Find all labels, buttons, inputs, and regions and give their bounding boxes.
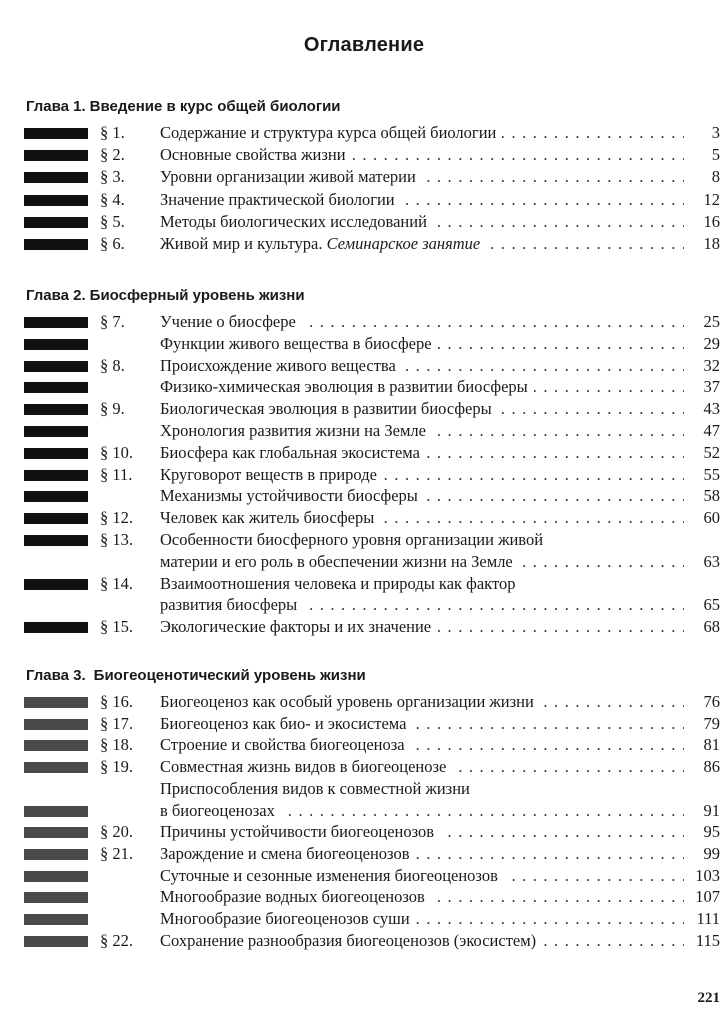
entry-text: Содержание и структура курса общей биологии (160, 123, 497, 142)
toc-entry (0, 485, 728, 507)
entry-title (160, 507, 684, 529)
toc-entry (0, 376, 728, 398)
page-ref: 32 (703, 355, 720, 375)
section-number: § 14. (100, 573, 133, 593)
entry-text-italic: Семинарское занятие (326, 234, 481, 253)
page-ref: 18 (703, 234, 720, 253)
entry-title (160, 800, 684, 822)
entry-text: Многообразие биогеоценозов суши (160, 909, 410, 928)
entry-text: Взаимоотношения человека и природы как фактор (160, 573, 516, 593)
entry-title (160, 122, 684, 144)
toc-entry (0, 843, 728, 865)
redaction-bar (24, 579, 88, 590)
entry-text: Человек как житель биосферы (160, 508, 375, 528)
toc-entry (0, 800, 728, 822)
redaction-bar (24, 317, 88, 328)
entry-text: Сохранение разнообразия биогеоценозов (экосистем) (160, 930, 537, 950)
entry-text: Строение и свойства биогеоценоза (160, 735, 405, 755)
toc-entry (0, 594, 728, 616)
entry-text: материи и его роль в обеспечении жизни на Земле (160, 551, 513, 571)
entry-text: Живой мир и культура. (160, 234, 323, 253)
redaction-bar (24, 871, 88, 882)
redaction-bar (24, 339, 88, 350)
page-ref: 3 (711, 123, 720, 142)
entry-title (160, 886, 684, 908)
entry-text: Значение практической биологии (160, 189, 395, 209)
entry-title (160, 756, 684, 778)
redaction-bar (24, 719, 88, 730)
page-ref: 12 (703, 189, 720, 209)
redaction-bar (24, 535, 88, 546)
entry-title (160, 778, 684, 800)
toc-entry (0, 865, 728, 887)
toc-entry (0, 886, 728, 908)
chapter-label: Глава 3. (26, 667, 86, 684)
toc-entry (0, 756, 728, 778)
toc-entry (0, 821, 728, 843)
toc-entry (0, 691, 728, 713)
entry-text: Основные свойства жизни (160, 145, 346, 165)
entry-title (160, 211, 684, 233)
page-ref: 8 (711, 167, 720, 187)
entry-title (160, 908, 684, 930)
toc-entry (0, 398, 728, 420)
entry-title (160, 821, 684, 843)
entry-title (160, 398, 684, 420)
section-number: § 4. (100, 189, 125, 209)
redaction-bar (24, 172, 88, 183)
redaction-bar (24, 622, 88, 633)
redaction-bar (24, 382, 88, 393)
page-ref: 29 (703, 333, 720, 353)
page-ref: 115 (695, 930, 720, 950)
entry-text: Суточные и сезонные изменения биогеоценозов (160, 865, 498, 885)
section-number: § 6. (100, 234, 125, 253)
chapter-heading (26, 287, 305, 304)
redaction-bar (24, 806, 88, 817)
toc-entry (0, 311, 728, 333)
redaction-bar (24, 195, 88, 206)
entry-title (160, 529, 684, 551)
page-ref: 107 (695, 887, 720, 907)
section-number: § 21. (100, 843, 133, 863)
entry-title (160, 333, 684, 355)
section-number: § 1. (100, 123, 125, 142)
toc-entry (0, 529, 728, 551)
chapter-title: Биосферный уровень жизни (89, 287, 305, 304)
entry-text: Экологические факторы и их значение (160, 617, 432, 637)
page-ref: 99 (703, 843, 720, 863)
page-ref: 79 (703, 713, 720, 733)
section-number: § 8. (100, 355, 125, 375)
toc-entry (0, 355, 728, 377)
entry-title (160, 144, 684, 166)
redaction-bar (24, 697, 88, 708)
section-number: § 10. (100, 442, 133, 462)
section-number: § 18. (100, 735, 133, 755)
toc-entry (0, 908, 728, 930)
page-ref: 37 (703, 377, 720, 397)
redaction-bar (24, 513, 88, 524)
section-number: § 19. (100, 757, 133, 777)
entry-title (160, 594, 684, 616)
toc-entry (0, 464, 728, 486)
entry-title (160, 843, 684, 865)
toc-entry (0, 442, 728, 464)
redaction-bar (24, 762, 88, 773)
entry-title (160, 464, 684, 486)
entry-title (160, 713, 684, 735)
redaction-bar (24, 128, 88, 139)
toc-entry (0, 734, 728, 756)
page-ref: 86 (703, 757, 720, 777)
section-number: § 16. (100, 692, 133, 711)
redaction-bar (24, 914, 88, 925)
toc-entry (0, 233, 728, 255)
entry-text: в биогеоценозах (160, 800, 275, 820)
toc-entry (0, 333, 728, 355)
entry-text: Приспособления видов к совместной жизни (160, 778, 470, 798)
toc-entry (0, 616, 728, 638)
entry-text: Круговорот веществ в природе (160, 464, 377, 484)
page-ref: 95 (703, 822, 720, 842)
toc-entry (0, 211, 728, 233)
chapter-heading (26, 98, 341, 115)
toc-entry (0, 573, 728, 595)
toc-entry (0, 713, 728, 735)
entry-text: Физико-химическая эволюция в развитии биосферы (160, 377, 528, 397)
entry-text: Учение о биосфере (160, 312, 296, 331)
redaction-bar (24, 892, 88, 903)
redaction-bar (24, 217, 88, 228)
entry-text: Механизмы устойчивости биосферы (160, 486, 418, 506)
section-number: § 2. (100, 145, 125, 165)
redaction-bar (24, 936, 88, 947)
toc-entry (0, 189, 728, 211)
entry-title (160, 442, 684, 464)
entry-title (160, 930, 684, 952)
page-ref: 103 (695, 865, 720, 885)
entry-text: Функции живого вещества в биосфере (160, 333, 432, 353)
redaction-bar (24, 470, 88, 481)
page-ref: 68 (703, 617, 720, 637)
chapter-heading (26, 667, 366, 684)
page-title: Оглавление (303, 34, 425, 56)
page-ref: 81 (703, 735, 720, 755)
entry-title (160, 311, 684, 333)
page-ref: 47 (703, 421, 720, 440)
page-ref: 65 (703, 595, 720, 615)
entry-title (160, 376, 684, 398)
entry-text: Хронология развития жизни на Земле (160, 421, 426, 440)
entry-text: Методы биологических исследований (160, 211, 427, 231)
redaction-bar (24, 150, 88, 161)
page-ref: 5 (711, 145, 720, 165)
page-ref: 111 (696, 909, 720, 928)
section-number: § 20. (100, 822, 133, 842)
entry-title (160, 485, 684, 507)
section-number: § 15. (100, 617, 133, 637)
chapter-title: Введение в курс общей биологии (89, 98, 341, 115)
toc-entry (0, 930, 728, 952)
redaction-bar (24, 448, 88, 459)
toc-entry (0, 144, 728, 166)
entry-title (160, 166, 684, 188)
entry-text: Особенности биосферного уровня организации живой (160, 530, 544, 549)
entry-text: Зарождение и смена биогеоценозов (160, 843, 410, 863)
toc-entry (0, 778, 728, 800)
redaction-bar (24, 239, 88, 250)
toc-entry (0, 507, 728, 529)
toc-entry (0, 420, 728, 442)
redaction-bar (24, 740, 88, 751)
chapter-label: Глава 2. (26, 287, 86, 304)
redaction-bar (24, 827, 88, 838)
entry-title (160, 420, 684, 442)
entry-title (160, 573, 684, 595)
page-ref: 55 (703, 464, 720, 484)
entry-title (160, 734, 684, 756)
page-ref: 91 (703, 800, 720, 820)
section-number: § 12. (100, 508, 133, 528)
chapter-title: Биогеоценотический уровень жизни (93, 667, 366, 684)
entry-title (160, 189, 684, 211)
section-number: § 9. (100, 399, 125, 419)
page-ref: 52 (703, 442, 720, 462)
section-number: § 7. (100, 312, 125, 331)
entry-text: Биологическая эволюция в развитии биосферы (160, 399, 492, 419)
redaction-bar (24, 849, 88, 860)
toc-entry (0, 551, 728, 573)
entry-title (160, 233, 684, 255)
entry-text: Биосфера как глобальная экосистема (160, 442, 420, 462)
redaction-bar (24, 491, 88, 502)
page-number: 221 (697, 990, 720, 1006)
page-ref: 43 (703, 399, 720, 419)
section-number: § 11. (100, 464, 133, 484)
entry-text: Биогеоценоз как био- и экосистема (160, 713, 407, 733)
redaction-bar (24, 426, 88, 437)
entry-title (160, 616, 684, 638)
section-number: § 5. (100, 211, 125, 231)
section-number: § 17. (100, 713, 133, 733)
entry-text: Совместная жизнь видов в биогеоценозе (160, 757, 447, 777)
toc-entry (0, 122, 728, 144)
page-ref: 16 (703, 211, 720, 231)
entry-text: Происхождение живого вещества (160, 355, 396, 375)
entry-title (160, 865, 684, 887)
redaction-bar (24, 404, 88, 415)
entry-text: Многообразие водных биогеоценозов (160, 887, 425, 907)
section-number: § 3. (100, 167, 125, 187)
entry-text: Причины устойчивости биогеоценозов (160, 822, 435, 842)
entry-title (160, 691, 684, 713)
entry-title (160, 355, 684, 377)
entry-text: развития биосферы (160, 595, 298, 615)
entry-text: Уровни организации живой материи (160, 167, 416, 187)
section-number: § 13. (100, 530, 133, 549)
page-ref: 60 (703, 508, 720, 528)
page-ref: 58 (703, 486, 720, 506)
page-ref: 76 (703, 692, 720, 711)
redaction-bar (24, 361, 88, 372)
chapter-label: Глава 1. (26, 98, 86, 115)
section-number: § 22. (100, 930, 133, 950)
entry-text: Биогеоценоз как особый уровень организации жизни (160, 692, 534, 711)
page-ref: 63 (703, 551, 720, 571)
entry-title (160, 551, 684, 573)
toc-entry (0, 166, 728, 188)
page-ref: 25 (703, 312, 720, 331)
